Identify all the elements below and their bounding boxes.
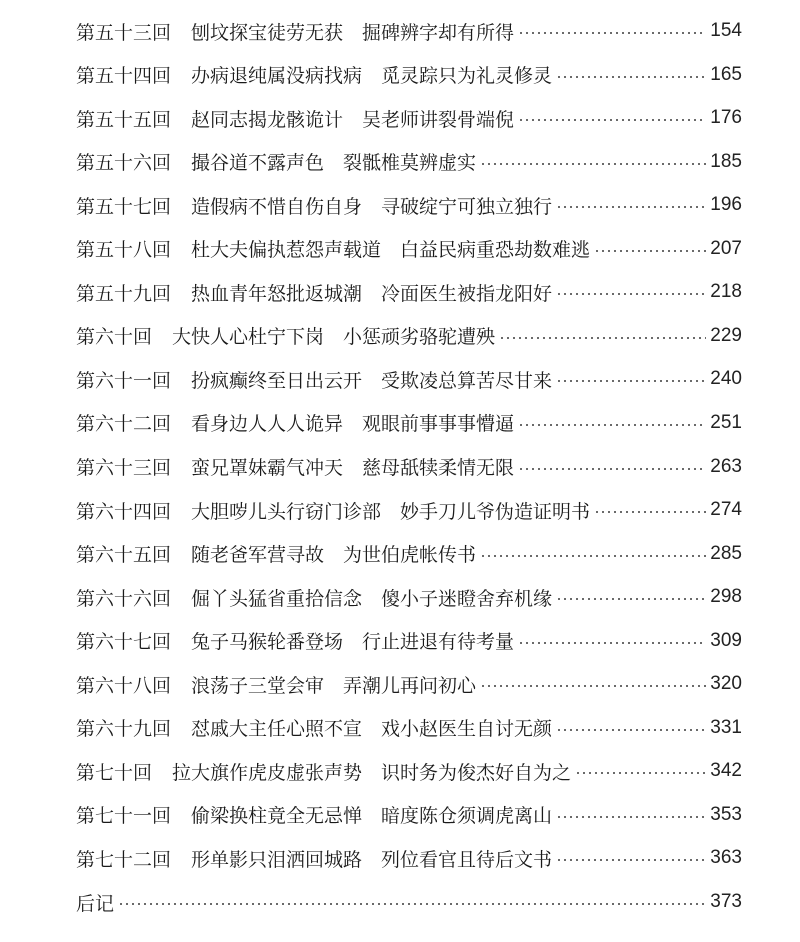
toc-entry[interactable] [76,495,742,525]
chapter-title: 随老爸军营寻故 为世伯虎帐传书 [191,544,477,567]
chapter-number: 第五十三回 [76,21,172,44]
toc-entry[interactable] [76,887,742,917]
page-number: 196 [710,194,742,216]
page-number: 263 [710,455,742,477]
chapter-title: 兔子马猴轮番登场 行止进退有待考量 [191,631,515,654]
toc-entry[interactable] [76,626,742,656]
chapter-title: 办病退纯属没病找病 觅灵踪只为礼灵修灵 [191,65,553,88]
chapter-title: 拉大旗作虎皮虚张声势 识时务为俊杰好自为之 [172,761,572,784]
chapter-title: 后记 [76,892,115,915]
dot-leader [556,729,706,731]
chapter-number: 第五十八回 [76,239,172,262]
chapter-title: 怼戚大主任心照不宣 戏小赵医生自讨无颜 [191,718,553,741]
dot-leader [480,555,706,557]
chapter-number: 第六十七回 [76,631,172,654]
page-number: 274 [710,499,742,521]
chapter-number: 第七十二回 [76,848,172,871]
dot-leader [556,816,706,818]
dot-leader [556,598,706,600]
chapter-title: 造假病不惜自伤自身 寻破绽宁可独立独行 [191,195,553,218]
page-number: 176 [710,107,742,129]
page-number: 363 [710,847,742,869]
chapter-title: 刨坟探宝徒劳无获 掘碑辨字却有所得 [191,21,515,44]
toc-entry[interactable] [76,452,742,482]
dot-leader [556,76,706,78]
toc-entry[interactable] [76,669,742,699]
chapter-title: 偷梁换柱竟全无忌惮 暗度陈仓须调虎离山 [191,805,553,828]
chapter-number: 第五十七回 [76,195,172,218]
toc-entry[interactable] [76,539,742,569]
page-number: 240 [710,368,742,390]
page-number: 320 [710,673,742,695]
dot-leader [118,903,706,905]
chapter-number: 第五十四回 [76,65,172,88]
page-number: 185 [710,150,742,172]
chapter-title: 热血青年怒批返城潮 冷面医生被指龙阳好 [191,282,553,305]
chapter-number: 第七十一回 [76,805,172,828]
dot-leader [518,32,706,34]
chapter-title: 浪荡子三堂会审 弄潮儿再问初心 [191,674,477,697]
page-number: 165 [710,63,742,85]
page-number: 229 [710,324,742,346]
dot-leader [518,424,706,426]
toc-entry[interactable] [76,60,742,90]
toc-entry[interactable] [76,190,742,220]
chapter-number: 第六十一回 [76,369,172,392]
page-number: 353 [710,803,742,825]
chapter-number: 第五十六回 [76,152,172,175]
dot-leader [556,206,706,208]
dot-leader [594,250,706,252]
chapter-number: 第六十九回 [76,718,172,741]
chapter-title: 大快人心杜宁下岗 小惩顽劣骆驼遭殃 [172,326,496,349]
chapter-number: 第六十五回 [76,544,172,567]
dot-leader [556,293,706,295]
toc-entry[interactable] [76,800,742,830]
chapter-number: 第六十六回 [76,587,172,610]
toc-entry[interactable] [76,234,742,264]
dot-leader [499,337,706,339]
page-number: 373 [710,891,742,912]
dot-leader [518,642,706,644]
chapter-title: 看身边人人人诡异 观眼前事事事懵逼 [191,413,515,436]
page-number: 342 [710,760,742,782]
chapter-title: 赵同志揭龙骸诡计 吴老师讲裂骨端倪 [191,108,515,131]
chapter-title: 撮谷道不露声色 裂骶椎莫辨虚实 [191,152,477,175]
page-number: 309 [710,629,742,651]
dot-leader [480,685,706,687]
dot-leader [556,859,706,861]
toc-entry[interactable] [76,321,742,351]
toc-entry[interactable] [76,147,742,177]
page-number: 285 [710,542,742,564]
toc-entry[interactable] [76,408,742,438]
chapter-title: 倔丫头猛省重拾信念 傻小子迷瞪舍弃机缘 [191,587,553,610]
toc-entry[interactable] [76,756,742,786]
page-number: 207 [710,237,742,259]
chapter-number: 第六十回 [76,326,153,349]
toc-entry[interactable] [76,277,742,307]
page-number: 251 [710,411,742,433]
dot-leader [518,468,706,470]
dot-leader [575,772,706,774]
chapter-number: 第六十八回 [76,674,172,697]
chapter-number: 第七十回 [76,761,153,784]
toc-entry[interactable] [76,16,742,46]
page-number: 218 [710,281,742,303]
chapter-number: 第五十九回 [76,282,172,305]
toc-entry[interactable] [76,103,742,133]
dot-leader [518,119,706,121]
dot-leader [480,163,706,165]
chapter-title: 扮疯癫终至日出云开 受欺凌总算苦尽甘来 [191,369,553,392]
chapter-title: 杜大夫偏执惹怨声载道 白益民病重恐劫数难逃 [191,239,591,262]
chapter-number: 第六十四回 [76,500,172,523]
chapter-title: 大胆哕儿头行窃门诊部 妙手刀儿爷伪造证明书 [191,500,591,523]
chapter-title: 蛮兄罩妹霸气冲天 慈母舐犊柔情无限 [191,457,515,479]
chapter-number: 第六十二回 [76,413,172,436]
toc-entry[interactable] [76,582,742,612]
toc-entry[interactable] [76,364,742,394]
dot-leader [594,511,706,513]
chapter-number: 第六十三回 [76,457,172,479]
page-number: 298 [710,586,742,608]
chapter-title: 形单影只泪洒回城路 列位看官且待后文书 [191,848,553,871]
page-number: 154 [710,20,742,41]
dot-leader [556,380,706,382]
chapter-number: 第五十五回 [76,108,172,131]
toc-entry[interactable] [76,713,742,743]
page-number: 331 [710,716,742,738]
toc-entry[interactable] [76,843,742,873]
